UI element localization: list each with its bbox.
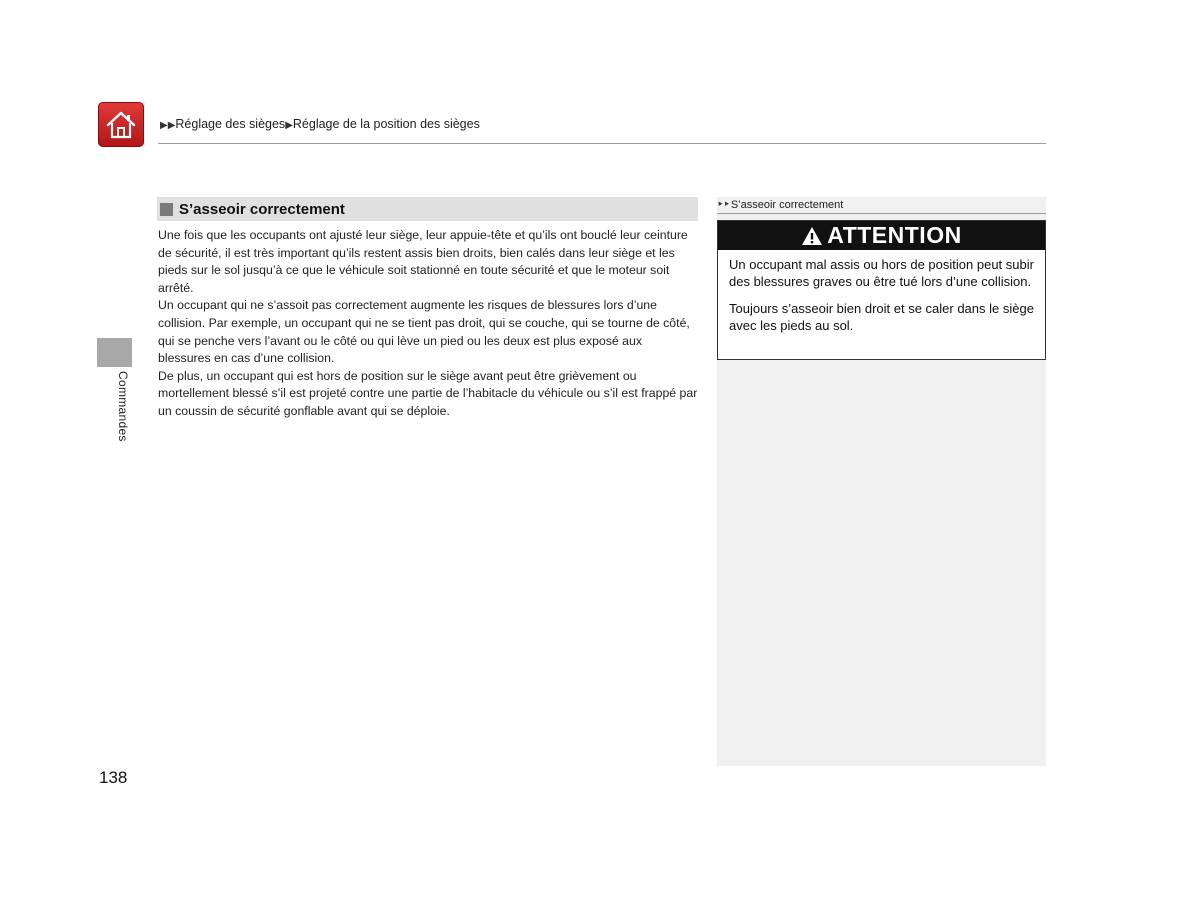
header-divider [158,143,1046,144]
paragraph: De plus, un occupant qui est hors de position sur le siège avant peut être grièvement ou mortellement blessé s’il est projeté contre une partie de l’habitacle du véhicule ou s’il est frappé par un coussin de sécurité gonflable avant qui se déploie. [158,368,698,418]
section-heading [157,197,698,221]
warning-box [717,220,1046,360]
side-panel-divider [717,213,1046,214]
home-button[interactable] [98,102,144,147]
warning-triangle-icon [801,226,823,246]
warning-text: Toujours s’asseoir bien droit et se caler dans le siège avec les pieds au sol. [729,301,1034,333]
breadcrumb-item-seat-adjustment[interactable]: Réglage des sièges [175,117,286,131]
section-title: S’asseoir correctement [179,200,345,218]
warning-label: ATTENTION [827,222,962,248]
warning-text: Un occupant mal assis ou hors de position peut subir des blessures graves ou être tué lors d’une collision. [729,257,1034,289]
breadcrumb-arrow-icon: ▶▶ [160,120,176,131]
body-text [158,227,698,421]
side-panel-title: S’asseoir correctement [730,199,844,211]
paragraph: Une fois que les occupants ont ajusté leur siège, leur appuie-tête et qu’ils ont bouclé leur ceinture de sécurité, il est très important qu’ils restent assis bien droits, bien calés dans leur siège et les pieds sur le sol jusqu’à ce que le véhicule soit stationné en toute sécurité et que le moteur soit arrêté. [158,228,688,295]
double-arrow-icon: ⯈⯈ [717,200,730,209]
section-square-icon [160,203,173,216]
home-icon [104,110,138,140]
side-panel-heading [717,197,1046,213]
page-number: 138 [99,768,128,787]
warning-body [718,250,1045,334]
warning-header [718,221,1045,250]
breadcrumb-arrow-icon: ▶ [285,120,293,131]
paragraph: Un occupant qui ne s’assoit pas correctement augmente les risques de blessures lors d’une collision. Par exemple, un occupant qui ne se tient pas droit, qui se couche, qui se tourne de côté, qui se penche vers l’avant ou le côté ou qui lève un pied ou les deux est plus exposé aux blessures en cas d’une collision. [158,298,690,366]
breadcrumb-item-seat-position[interactable]: Réglage de la position des sièges [292,117,480,131]
breadcrumb [160,117,480,131]
chapter-tab [97,338,132,367]
chapter-label: Commandes [116,371,130,442]
